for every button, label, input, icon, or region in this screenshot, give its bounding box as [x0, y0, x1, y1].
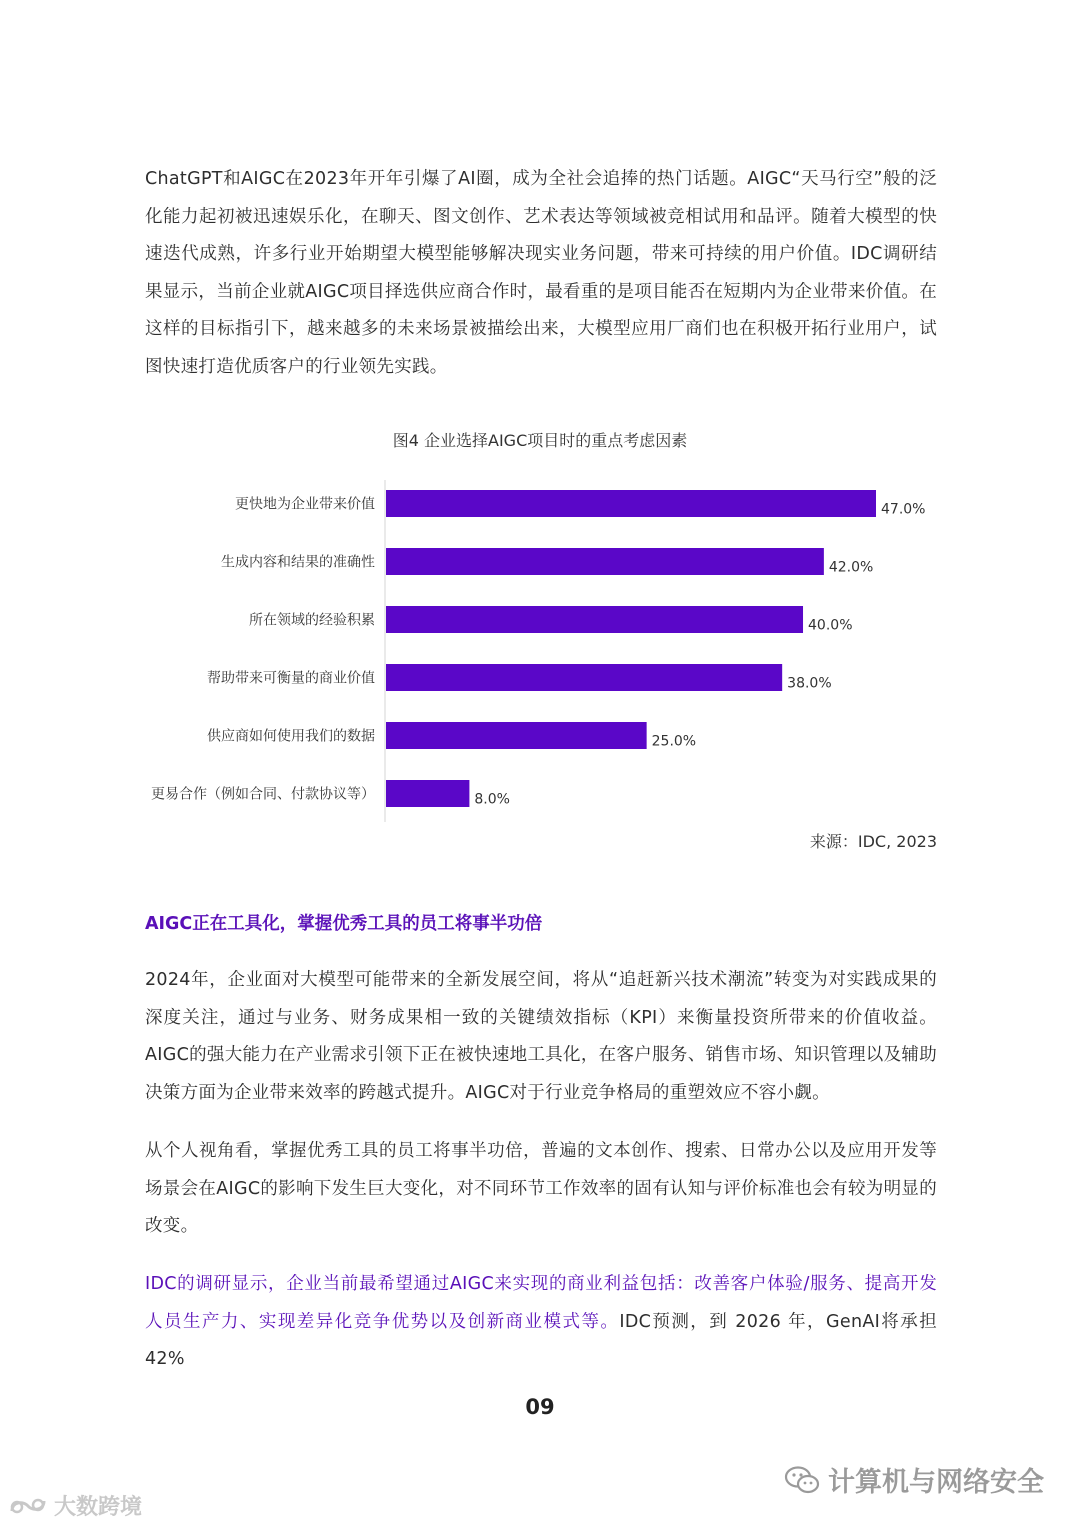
intro-paragraph: ChatGPT和AIGC在2023年开年引爆了AI圈，成为全社会追捧的热门话题。AIGC“天马行空”般的泛化能力起初被迅速娱乐化，在聊天、图文创作、艺术表达等领域被竞相试用和品评。随着大模型的快速迭代成熟，许多行业开始期望大模型能够解决现实业务问题，带来可持续的用户价值。IDC调研结果显示，当前企业就AIGC项目择选供应商合作时，最看重的是项目能否在短期内为企业带来价值。在这样的目标指引下，越来越多的未来场景被描绘出来，大模型应用厂商们也在积极开拓行业用户，试图快速打造优质客户的行业领先实践。 — [145, 169, 937, 377]
bar-chart-svg — [0, 470, 1080, 830]
highlighted-text: IDC的调研显示，企业当前最希望通过AIGC来实现的商业利益包括：改善客户体验/服务、提高开发人员生产力、实现差异化竞争优势以及创新商业模式等。 — [145, 1274, 937, 1332]
body-paragraph-4 — [145, 1266, 937, 1379]
category-label: 所在领域的经验积累 — [249, 612, 375, 629]
bar — [386, 780, 469, 807]
watermark-brand-text: 大数跨境 — [54, 1495, 143, 1520]
bar — [386, 548, 824, 575]
category-label: 帮助带来可衡量的商业价值 — [207, 670, 375, 687]
page-number: 09 — [525, 1395, 555, 1419]
figure-title: 图4 企业选择AIGC项目时的重点考虑因素 — [392, 431, 688, 450]
body-paragraph-3: 从个人视角看，掌握优秀工具的员工将事半功倍，普遍的文本创作、搜索、日常办公以及应用开发等场景会在AIGC的影响下发生巨大变化，对不同环节工作效率的固有认知与评价标准也会有较为明显的改变。 — [145, 1141, 937, 1237]
section-heading: AIGC正在工具化，掌握优秀工具的员工将事半功倍 — [145, 914, 543, 934]
category-label: 更快地为企业带来价值 — [235, 496, 375, 513]
watermark-wechat — [784, 1460, 1044, 1499]
bar — [386, 664, 782, 691]
bar — [386, 722, 647, 749]
loop-icon — [8, 1493, 48, 1519]
value-label: 38.0% — [787, 675, 832, 692]
value-label: 40.0% — [808, 617, 853, 634]
paragraph-text: IDC预测，到 2026 年，GenAI将承担 42% — [145, 1311, 938, 1370]
value-label: 47.0% — [881, 501, 926, 518]
body-paragraph-2: 2024年，企业面对大模型可能带来的全新发展空间，将从“追赶新兴技术潮流”转变为对实践成果的深度关注，通过与业务、财务成果相一致的关键绩效指标（KPI）来衡量投资所带来的价值收益。AIGC的强大能力在产业需求引领下正在被快速地工具化，在客户服务、销售市场、知识管理以及辅助决策方面为企业带来效率的跨越式提升。AIGC对于行业竞争格局的重塑效应不容小觑。 — [145, 970, 937, 1103]
bar — [386, 490, 876, 517]
watermark-text: 计算机与网络安全 — [828, 1467, 1044, 1498]
category-label: 生成内容和结果的准确性 — [221, 554, 375, 571]
watermark-brand — [8, 1490, 142, 1521]
figure-source: 来源：IDC, 2023 — [809, 832, 937, 851]
category-label: 更易合作（例如合同、付款协议等） — [151, 786, 375, 803]
value-label: 8.0% — [474, 791, 510, 808]
bar — [386, 606, 803, 633]
wechat-icon — [784, 1465, 820, 1495]
value-label: 42.0% — [828, 559, 874, 576]
value-label: 25.0% — [651, 733, 697, 750]
bar-chart — [0, 470, 1080, 830]
category-label: 供应商如何使用我们的数据 — [207, 728, 375, 745]
